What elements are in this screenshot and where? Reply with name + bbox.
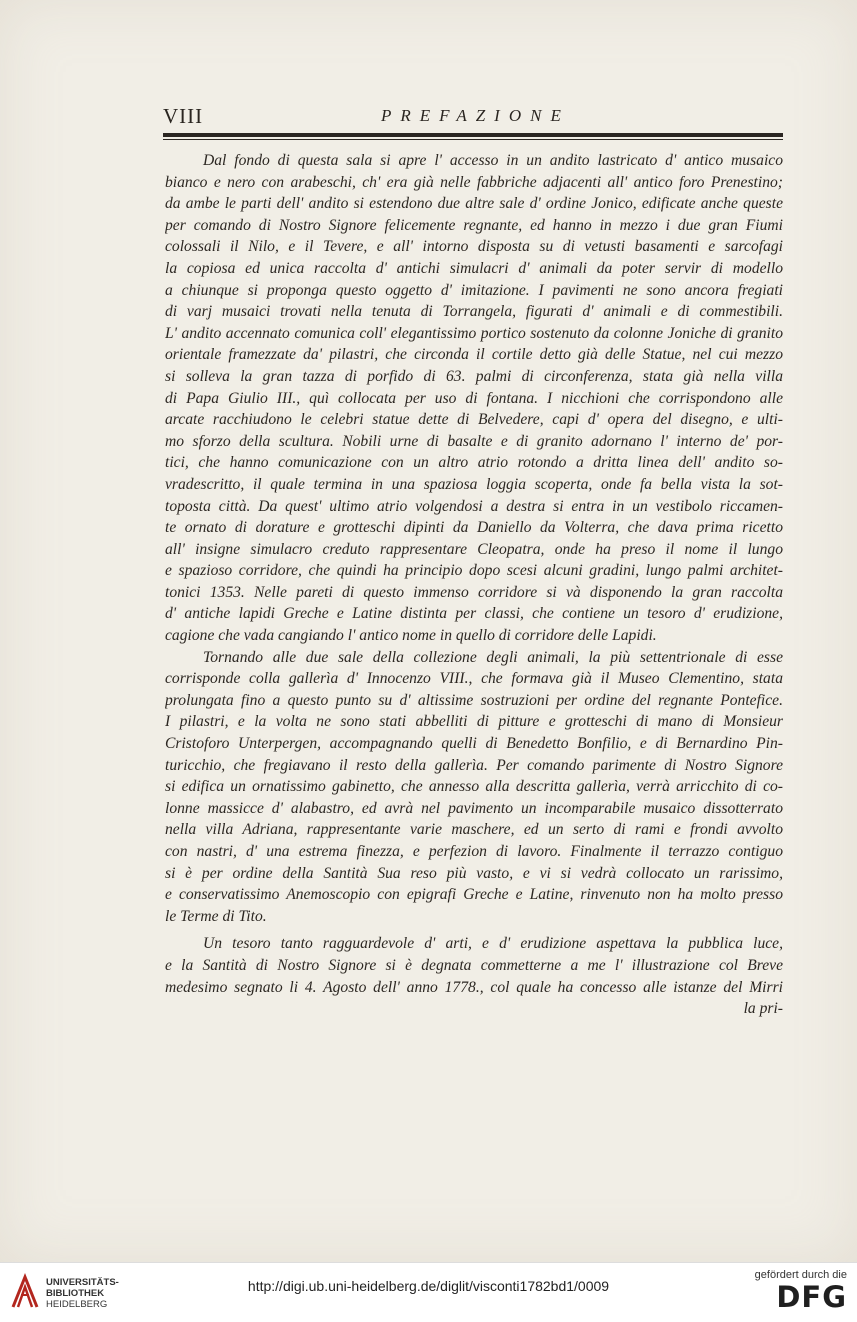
text-line: per comando di Nostro Signore felicemente regnante, ed hanno in mezzo i due gran Fiumi — [165, 216, 783, 234]
institution-line: BIBLIOTHEK — [46, 1288, 105, 1299]
body-text — [165, 150, 783, 1020]
text-line: si edifica un ornatissimo gabinetto, che annesso alla descritta gallerìa, verrà arricchito di co- — [165, 778, 783, 796]
permalink-url[interactable]: http://digi.ub.uni-heidelberg.de/diglit/visconti1782bd1/0009 — [247, 1278, 610, 1294]
text-line: toposta città. Da quest' ultimo atrio volgendosi a destra si entra in un vestibolo riccamen- — [165, 497, 783, 515]
text-line: tici, che hanno comunicazione con un altro atrio rotondo a dritta linea dell' andito so- — [165, 454, 783, 472]
text-line: e la Santità di Nostro Signore si è degnata commetterne a me l' illustrazione col Breve — [165, 956, 783, 974]
text-line: vradescritto, il quale termina in una spaziosa loggia scoperta, onde fa bella vista la sot- — [165, 475, 783, 493]
text-line: corrisponde colla gallerìa d' Innocenzo VIII., che formava già il Museo Clementino, stata — [165, 670, 783, 688]
text-line: I pilastri, e la volta ne sono stati abbelliti di pitture e grotteschi di mano di Monsieur — [165, 713, 783, 731]
text-line: a chiunque si proponga questo oggetto d' imitazione. I pavimenti ne sono ancora fregiati — [165, 281, 783, 299]
institution-line: HEIDELBERG — [46, 1299, 108, 1310]
header-rule-thick — [163, 133, 783, 137]
running-title: PREFAZIONE — [381, 106, 570, 125]
text-line: cagione che vada cangiando l' antico nome in quello di corridore delle Lapidi. — [165, 627, 657, 645]
text-line: e conservatissimo Anemoscopio con epigrafi Greche e Latine, rinvenuto non ha molto presso — [165, 886, 783, 904]
funder-caption: gefördert durch die — [754, 1269, 847, 1281]
viewer-footer — [0, 1262, 857, 1322]
text-line: arcate racchiudono le celebri statue dette di Belvedere, capi d' opera del disegno, e ulti- — [165, 411, 783, 429]
text-line: nella villa Adriana, rappresentante varie maschere, ed un serto di rami e frondi avvolto — [165, 821, 783, 839]
text-line: orientale framezzate da' pilastri, che circonda il cortile detto già delle Statue, nel cui mezzo — [165, 346, 783, 364]
text-line: la copiosa ed unica raccolta d' antichi simulacri d' animali da poter servir di modello — [165, 259, 783, 277]
text-line: di Papa Giulio III., quì collocata per uso di fontana. I nicchioni che corrispondono alle — [165, 389, 783, 407]
text-line: di varj musaici trovati nella tenuta di Torrangela, figurati d' animali e di commestibili. — [165, 303, 783, 321]
text-line: con nastri, d' una estrema finezza, e perfezion di lavoro. Finalmente il terrazzo contiguo — [165, 843, 783, 860]
header-rule-thin — [163, 139, 783, 140]
text-line: L' andito accennato comunica coll' elegantissimo portico sostenuto da colonne Joniche di granito — [165, 324, 783, 342]
text-line: te ornato di dorature e grotteschi dipinti da Daniello da Volterra, che dava prima ricetto — [165, 519, 783, 537]
running-head — [163, 104, 783, 132]
text-line: d' antiche lapidi Greche e Latine distinta per classi, che contiene un tesoro d' erudizione, — [165, 605, 783, 623]
text-line: da ambe le parti dell' andito si estendono due altre sale d' ordine Jonico, edificate anche queste — [165, 195, 783, 213]
dfg-logo: DFG — [776, 1280, 847, 1314]
catchword: la pri- — [743, 1000, 783, 1018]
text-line: prolungata fino a questo punto su d' altissime sostruzioni per ordine del regnante Pontefice. — [165, 691, 783, 709]
text-line: Dal fondo di questa sala si apre l' accesso in un andito lastricato d' antico musaico — [203, 152, 783, 169]
text-line: si solleva la gran tazza di porfido di 63. palmi di circonferenza, stata già nella villa — [165, 367, 783, 385]
text-line: Tornando alle due sale della collezione degli animali, la più settentrionale di esse — [203, 648, 783, 666]
text-line: turicchio, che fregiavano il resto della gallerìa. Per comando parimente di Nostro Signore — [165, 756, 783, 774]
text-line: bianco e nero con arabeschi, ch' era già nelle fabbriche adjacenti all' antico foro Prenestino; — [165, 173, 783, 191]
institution-line: UNIVERSITÄTS- — [46, 1277, 119, 1288]
text-line: e spazioso corridore, che quindi ha principio dopo scesi alcuni gradini, lungo palmi architet- — [165, 562, 783, 580]
funder-block — [737, 1269, 847, 1313]
text-line: colossali il Nilo, e il Tevere, e all' intorno disposta su di vetusti basamenti e sarcofagi — [165, 238, 783, 256]
text-line: all' insigne simulacro creduto rappresentare Cleopatra, onde ha preso il nome il lungo — [165, 540, 783, 558]
text-line: mo sforzo della scultura. Nobili urne di basalte e di granito adornano l' interno de' por- — [165, 432, 783, 450]
text-line: lonne massicce d' alabastro, ed avrà nel pavimento un incomparabile musaico dissotterrato — [165, 799, 783, 817]
text-line: Cristoforo Unterpergen, accompagnando quelli di Benedetto Bonfilio, e di Bernardino Pin- — [165, 735, 783, 753]
text-line: Un tesoro tanto ragguardevole d' arti, e d' erudizione aspettava la pubblica luce, — [203, 935, 783, 953]
text-line: le Terme di Tito. — [165, 907, 267, 925]
text-line: si è per ordine della Santità Sua reso più vasto, e vi si vedrà collocato un rarissimo, — [165, 864, 783, 882]
text-line: medesimo segnato li 4. Agosto dell' anno 1778., col quale ha concesso alle istanze del Mirri — [165, 978, 783, 996]
text-line: tonici 1353. Nelle pareti di questo immenso corridore si và disponendo la gran raccolta — [165, 583, 783, 601]
page-number: VIII — [163, 104, 204, 128]
